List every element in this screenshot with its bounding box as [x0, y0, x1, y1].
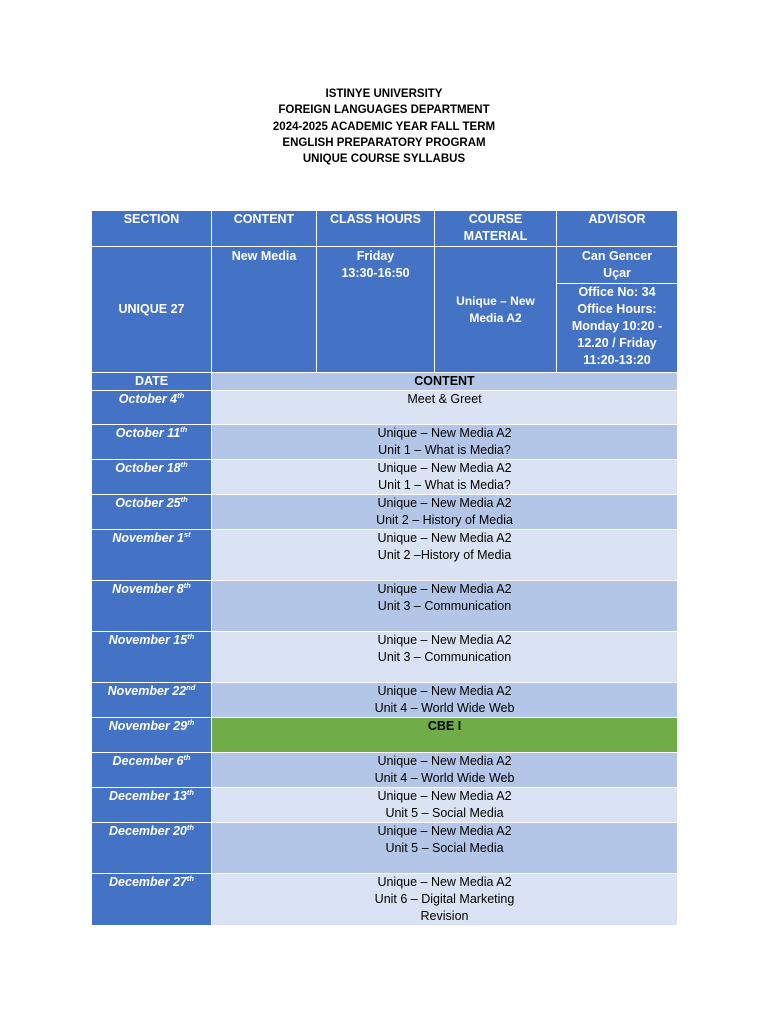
content-line: Unique – New Media A2 — [377, 789, 512, 803]
column-header-row — [92, 211, 678, 247]
academic-term: 2024-2025 ACADEMIC YEAR FALL TERM — [272, 120, 496, 133]
schedule-content — [212, 753, 678, 788]
schedule-date: November 22nd — [92, 683, 212, 718]
class-hours-column-header: CLASS HOURS — [317, 211, 435, 247]
schedule-content — [212, 788, 678, 823]
content-line: Unique – New Media A2 — [377, 426, 512, 440]
schedule-content — [212, 425, 678, 460]
content-line: Unit 6 – Digital Marketing — [374, 892, 515, 906]
course-content: New Media — [212, 247, 317, 373]
content-line: Unique – New Media A2 — [377, 461, 512, 475]
schedule-row — [92, 823, 678, 874]
schedule-row — [92, 683, 678, 718]
schedule-date: December 6th — [92, 753, 212, 788]
schedule-date: December 13th — [92, 788, 212, 823]
program-name: ENGLISH PREPARATORY PROGRAM — [282, 136, 486, 149]
schedule-content-header: CONTENT — [212, 373, 678, 391]
content-line: Unit 5 – Social Media — [385, 806, 504, 820]
department-name: FOREIGN LANGUAGES DEPARTMENT — [278, 104, 490, 117]
content-line: Unique – New Media A2 — [377, 531, 512, 545]
schedule-date: December 27th — [92, 874, 212, 926]
content-line: Meet & Greet — [407, 392, 482, 406]
schedule-date: November 29th — [92, 718, 212, 753]
section-column-header: SECTION — [92, 211, 212, 247]
content-line: Unique – New Media A2 — [377, 824, 512, 838]
exam-cell — [212, 718, 678, 753]
content-line: Revision — [420, 909, 469, 923]
content-line: Unique – New Media A2 — [377, 582, 512, 596]
schedule-date: October 11th — [92, 425, 212, 460]
content-line: Unit 2 – History of Media — [376, 513, 513, 527]
schedule-content — [212, 391, 678, 425]
course-info-row — [92, 247, 678, 373]
schedule-date: November 1st — [92, 530, 212, 581]
section-name: UNIQUE 27 — [92, 247, 212, 373]
content-line: Unique – New Media A2 — [377, 633, 512, 647]
schedule-date: October 25th — [92, 495, 212, 530]
schedule-date: October 18th — [92, 460, 212, 495]
content-line: Unit 5 – Social Media — [385, 841, 504, 855]
schedule-row — [92, 495, 678, 530]
date-column-header: DATE — [92, 373, 212, 391]
syllabus-title: UNIQUE COURSE SYLLABUS — [302, 153, 466, 166]
content-line: Unique – New Media A2 — [377, 875, 512, 889]
schedule-date: October 4th — [92, 391, 212, 425]
content-column-header: CONTENT — [212, 211, 317, 247]
schedule-content — [212, 683, 678, 718]
schedule-row — [92, 425, 678, 460]
schedule-row — [92, 391, 678, 425]
syllabus-table — [91, 210, 678, 926]
schedule-row — [92, 788, 678, 823]
class-hours: Friday 13:30-16:50 — [317, 247, 435, 373]
schedule-content — [212, 460, 678, 495]
university-name: ISTINYE UNIVERSITY — [325, 88, 443, 100]
schedule-row — [92, 581, 678, 632]
content-line: Unique – New Media A2 — [377, 754, 512, 768]
content-line: Unit 4 – World Wide Web — [374, 771, 515, 785]
schedule-content — [212, 530, 678, 581]
schedule-date: November 8th — [92, 581, 212, 632]
advisor-name: Can Gencer Uçar — [557, 248, 677, 284]
schedule-row — [92, 632, 678, 683]
schedule-content — [212, 823, 678, 874]
document-header — [0, 86, 768, 167]
content-line: Unit 2 –History of Media — [377, 548, 512, 562]
schedule-row — [92, 753, 678, 788]
schedule-date: December 20th — [92, 823, 212, 874]
course-material: Unique – New Media A2 — [435, 247, 557, 373]
advisor-column-header: ADVISOR — [557, 211, 678, 247]
schedule-content — [212, 581, 678, 632]
content-line: Unit 1 – What is Media? — [378, 478, 511, 492]
schedule-content — [212, 874, 678, 926]
content-line: Unit 3 – Communication — [377, 650, 512, 664]
schedule-content — [212, 632, 678, 683]
content-line: Unique – New Media A2 — [377, 496, 512, 510]
schedule-content — [212, 495, 678, 530]
content-line: Unit 4 – World Wide Web — [374, 701, 515, 715]
schedule-header-row — [92, 373, 678, 391]
schedule-date: November 15th — [92, 632, 212, 683]
advisor-office: Office No: 34 Office Hours: Monday 10:20 - 12.20 / Friday 11:20-13:20 — [571, 285, 663, 367]
content-line: Unit 1 – What is Media? — [378, 443, 511, 457]
schedule-row — [92, 874, 678, 926]
content-line: Unique – New Media A2 — [377, 684, 512, 698]
content-line: CBE I — [427, 719, 462, 733]
schedule-row — [92, 460, 678, 495]
course-material-column-header: COURSE MATERIAL — [435, 211, 557, 247]
advisor-info — [557, 247, 678, 373]
schedule-row — [92, 530, 678, 581]
content-line: Unit 3 – Communication — [377, 599, 512, 613]
schedule-row — [92, 718, 678, 753]
